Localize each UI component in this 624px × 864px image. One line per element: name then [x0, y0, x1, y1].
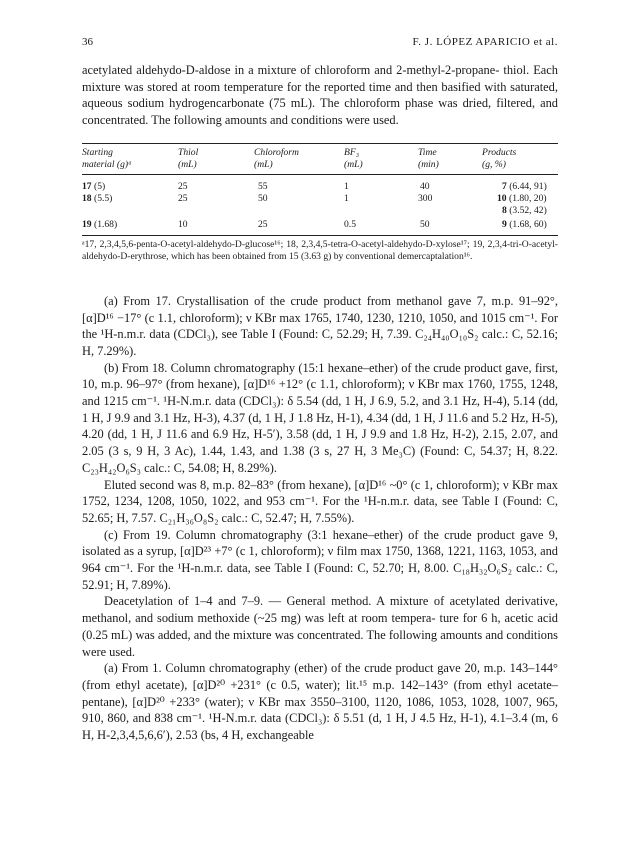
table-cell: 8 (3.52, 42)	[502, 204, 547, 216]
section-b-from-18: (b) From 18. Column chromatography (15:1 hexane–ether) of the crude product gave, first, 10, m.p. 96–97° (from hexane), [α]D¹⁶ +12° (c 1.1, chloroform); ν KBr max 1760, 1755, 1248, and 1215 cm⁻¹. ¹H-N.m.r. data (CDCl₃): δ 5.54 (dd, 1 H, J 6.9, 5.2, and 3.1 Hz, H-4), 5.14 (dd, 1 H, J 9.9 and 3.1 Hz, H-3), 4.37 (d, 1 H, J 1.8 Hz, H-1), 4.34 (dd, 1 H, J 11.6 and 5.2 Hz, H-5), 4.20 (dd, 1 H, J 11.6 and 6.9 Hz, H-5′), 3.58 (dd, 1 H, J 9.9 and 1.8 Hz, H-2), 2.15, 2.07, and 2.05 (3 s, 9 H, 3 Ac), 1.44, 1.43, and 1.38 (3 s, 27 H, 3 Me₃C) (Found: C, 54.37; H, 8.22. C₂₃H₄₂O₆S₃ calc.: C, 54.08; H, 8.29%).	[82, 360, 559, 475]
running-head-authors: F. J. LÓPEZ APARICIO et al.	[412, 36, 558, 48]
conditions-table	[82, 141, 558, 263]
table-cell: 1	[344, 192, 349, 204]
section-a-from-17: (a) From 17. Crystallisation of the crude product from methanol gave 7, m.p. 91–92°, [α]D¹⁶ −17° (c 1.1, chloroform); ν KBr max 1765, 1740, 1230, 1210, 1050, and 1015 cm⁻¹. For the ¹H-n.m.r. data (CDCl₃), see Table I (Found: C, 52.29; H, 7.39. C₂₄H₄₀O₁₀S₂ calc.: C, 52.16; H, 7.29%).	[82, 293, 558, 358]
table-row: 19 (1.68)	[82, 218, 118, 230]
intro-line: acetylated aldehydo-D-aldose in a mixture of chloroform and 2-methyl-2-propane-	[82, 63, 500, 77]
page-number: 36	[82, 36, 93, 48]
table-top-rule	[82, 143, 558, 144]
table-cell: 55	[258, 180, 268, 192]
article-body	[82, 62, 558, 744]
col-header-bf3: BF₃ (mL)	[344, 146, 363, 170]
deacetylation-general-method: Deacetylation of 1–4 and 7–9. — General method. A mixture of acetylated derivative, methanol, and sodium methoxide (~25 mg) was left at room tempera- ture for 6 h, acetic acid (0.25 mL) was added, and the mixture was concentrated. The following amounts and conditions were used.	[82, 594, 559, 659]
col-header-chloroform: Chloroform (mL)	[254, 146, 299, 170]
intro-paragraph	[82, 62, 558, 129]
col-header-time: Time (min)	[418, 146, 439, 170]
table-cell: 25	[178, 180, 188, 192]
intro-line: basified with saturated, aqueous sodium hydrogencarbonate (75 mL). The	[82, 79, 558, 111]
table-cell: 10	[178, 218, 188, 230]
table-cell: 7 (6.44, 91)	[502, 180, 547, 192]
section-b-second-eluate: Eluted second was 8, m.p. 82–83° (from hexane), [α]D¹⁶ ~0° (c 1, chloroform); ν KBr max 1752, 1234, 1208, 1050, 1022, and 953 cm⁻¹. For the ¹H-n.m.r. data, see Table I (Found: C, 52.65; H, 7.57. C₂₁H₃₆O₈S₂ calc.: C, 52.47; H, 7.55%).	[82, 477, 558, 525]
col-header-products: Products (g, %)	[482, 146, 517, 170]
table-cell: 0.5	[344, 218, 356, 230]
table-cell: 25	[178, 192, 188, 204]
table-row: 17 (5)	[82, 180, 106, 192]
table-cell: 9 (1.68, 60)	[502, 218, 547, 230]
table-cell: 25	[258, 218, 268, 230]
intro-line: chloroform phase was dried, filtered, and concentrated. The following amounts	[82, 96, 558, 128]
intro-line: thiol. Each mixture was stored at room temperature for the reported time and then	[82, 63, 558, 94]
table-cell: 50	[258, 192, 268, 204]
table-bottom-rule	[82, 235, 558, 236]
table-cell: 50	[420, 218, 430, 230]
table-cell: 1	[344, 180, 349, 192]
section-c-from-19: (c) From 19. Column chromatography (3:1 hexane–ether) of the crude product gave 9, isolated as a syrup, [α]D²³ +7° (c 1, chloroform); ν film max 1750, 1368, 1221, 1163, 1053, and 964 cm⁻¹. For the ¹H-n.m.r. data, see Table I (Found: C, 52.70; H, 8.00. C₁₈H₃₂O₆S₂ calc.: C, 52.91; H, 7.89%).	[82, 527, 558, 592]
table-row: 18 (5.5)	[82, 192, 113, 204]
table-header-rule	[82, 174, 558, 175]
table-cell: 40	[420, 180, 430, 192]
deacetylation-from-1: (a) From 1. Column chromatography (ether) of the crude product gave 20, m.p. 143–144° (from ethyl acetate), [α]D²⁰ +231° (c 0.5, water); lit.¹⁵ m.p. 142–143° (from ethyl acetate–pentane), [α]D²⁰ +233° (water); ν KBr max 3550–3100, 1120, 1086, 1053, 1028, 1007, 965, 910, 860, and 838 cm⁻¹. ¹H-N.m.r. data (CDCl₃): δ 5.51 (d, 1 H, J 4.5 Hz, H-1), 4.1–3.4 (m, 6 H, H-2,3,4,5,6,6′), 2.53 (bs, 4 H, exchangeable	[82, 661, 559, 743]
table-cell: 300	[418, 192, 433, 204]
intro-line: and conditions were used.	[270, 113, 399, 128]
table-cell: 10 (1.80, 20)	[497, 192, 547, 204]
col-header-thiol: Thiol (mL)	[178, 146, 199, 170]
col-header-material: Starting material (g)ᵃ	[82, 146, 132, 170]
table-footnote: ᵃ17, 2,3,4,5,6-penta-O-acetyl-aldehydo-D-glucose¹⁶; 18, 2,3,4,5-tetra-O-acetyl-aldehydo-D-xylose¹⁷; 19, 2,3,4-tri-O-acetyl-aldehydo-D-erythrose, which has been obtained from 15 (3.63 g) by conventional demercaptalation¹⁶.	[82, 238, 558, 263]
